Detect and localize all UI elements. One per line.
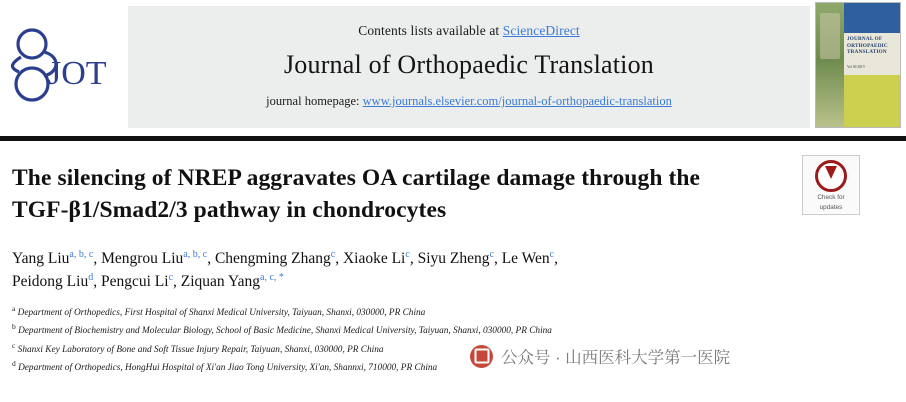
affiliation-list [12,303,894,376]
cover-right-panel [844,3,900,127]
author-item[interactable] [215,250,343,267]
affiliation-text: Department of Biochemistry and Molecular Biology, School of Basic Medicine, Shanxi Medical University, Taiyuan, Shanxi, 030000, PR China [18,326,552,337]
author-list [12,246,894,293]
wechat-watermark [470,344,730,368]
cover-volume-text: Vol 00 2019 [847,65,865,69]
affiliation-mark: b [12,322,16,332]
jot-logo-icon [4,22,124,114]
author-separator: , [93,249,102,267]
author-item[interactable] [12,273,101,290]
author-separator: , [554,249,558,267]
svg-text:JOT: JOT [48,55,107,92]
article-title-line2: TGF-β1/Smad2/3 pathway in chondrocytes [12,196,447,223]
journal-logo-box [0,0,128,136]
cover-bottom-band [844,75,900,127]
author-name: Mengrou Liu [101,249,184,267]
author-name: Chengming Zhang [214,249,331,267]
author-affiliation-marks: a, b, c [69,248,94,260]
author-name: Peidong Liu [12,273,89,290]
affiliation-item [12,340,894,358]
author-item[interactable] [502,250,558,267]
affiliation-item [12,321,894,339]
article-title-line1: The silencing of NREP aggravates OA cartilage damage through the [12,165,701,191]
affiliation-item [12,358,894,376]
sciencedirect-link[interactable]: ScienceDirect [502,23,580,38]
affiliation-item [12,303,894,321]
author-separator: , [93,273,101,290]
author-separator: , [207,249,215,267]
author-name: Pengcui Li [100,273,169,290]
cover-journal-title: JOURNAL OF ORTHOPAEDIC TRANSLATION [847,36,888,55]
author-affiliation-marks: a, b, c [183,248,208,260]
author-item[interactable] [418,250,502,267]
journal-cover-box [810,0,906,136]
author-separator: , [335,249,343,267]
cover-left-panel [816,3,844,127]
author-separator: , [173,273,181,290]
affiliation-mark: a [12,304,16,314]
author-item[interactable] [343,250,418,267]
author-name: Yang Liu [12,249,70,267]
author-affiliation-marks: c [405,248,410,260]
author-name: Ziquan Yang [180,273,260,290]
author-name: Xiaoke Li [342,249,406,267]
contents-list-line [358,23,580,39]
affiliation-text: Department of Orthopedics, First Hospital of Shanxi Medical University, Taiyuan, Shanxi, 030000, PR China [17,308,426,319]
journal-banner [128,6,810,128]
article-header [0,141,906,376]
crossmark-caption-line2: updates [819,204,843,211]
author-name: Siyu Zheng [417,249,490,267]
contents-prefix: Contents lists available at [358,23,503,38]
author-affiliation-marks: c [489,248,494,260]
author-item[interactable] [101,250,215,267]
author-name: Le Wen [501,249,550,267]
author-separator: , [409,249,418,267]
article-title [12,163,786,226]
wechat-logo-icon [470,345,493,368]
author-separator: , [493,249,502,267]
homepage-prefix: journal homepage: [266,94,363,108]
author-affiliation-marks: c [168,271,174,283]
crossmark-icon [815,160,847,192]
affiliation-text: Shanxi Key Laboratory of Bone and Soft Tissue Injury Repair, Taiyuan, Shanxi, 030000, PR China [17,344,384,355]
affiliation-text: Department of Orthopedics, HongHui Hospital of Xi'an Jiao Tong University, Xi'an, Shannxi, 710000, PR China [18,362,438,373]
crossmark-caption-line1: Check for [817,194,845,201]
author-item[interactable] [181,273,284,290]
journal-title: Journal of Orthopaedic Translation [283,50,655,79]
author-affiliation-marks: a, c, * [260,271,284,283]
author-affiliation-marks: c [330,248,336,260]
affiliation-mark: d [12,358,16,368]
journal-masthead [0,0,906,136]
affiliation-mark: c [12,340,16,350]
journal-homepage-line [266,94,672,109]
author-affiliation-marks: d [88,271,94,283]
journal-cover-image [815,2,901,128]
journal-homepage-link[interactable]: www.journals.elsevier.com/journal-of-orthopaedic-translation [362,94,672,108]
cover-top-strip [844,3,900,33]
author-item[interactable] [12,250,101,267]
crossmark-check-for-updates-badge[interactable] [802,155,860,215]
watermark-text: 公众号 · 山西医科大学第一医院 [501,349,731,367]
author-item[interactable] [101,273,181,290]
author-affiliation-marks: c [549,248,555,260]
